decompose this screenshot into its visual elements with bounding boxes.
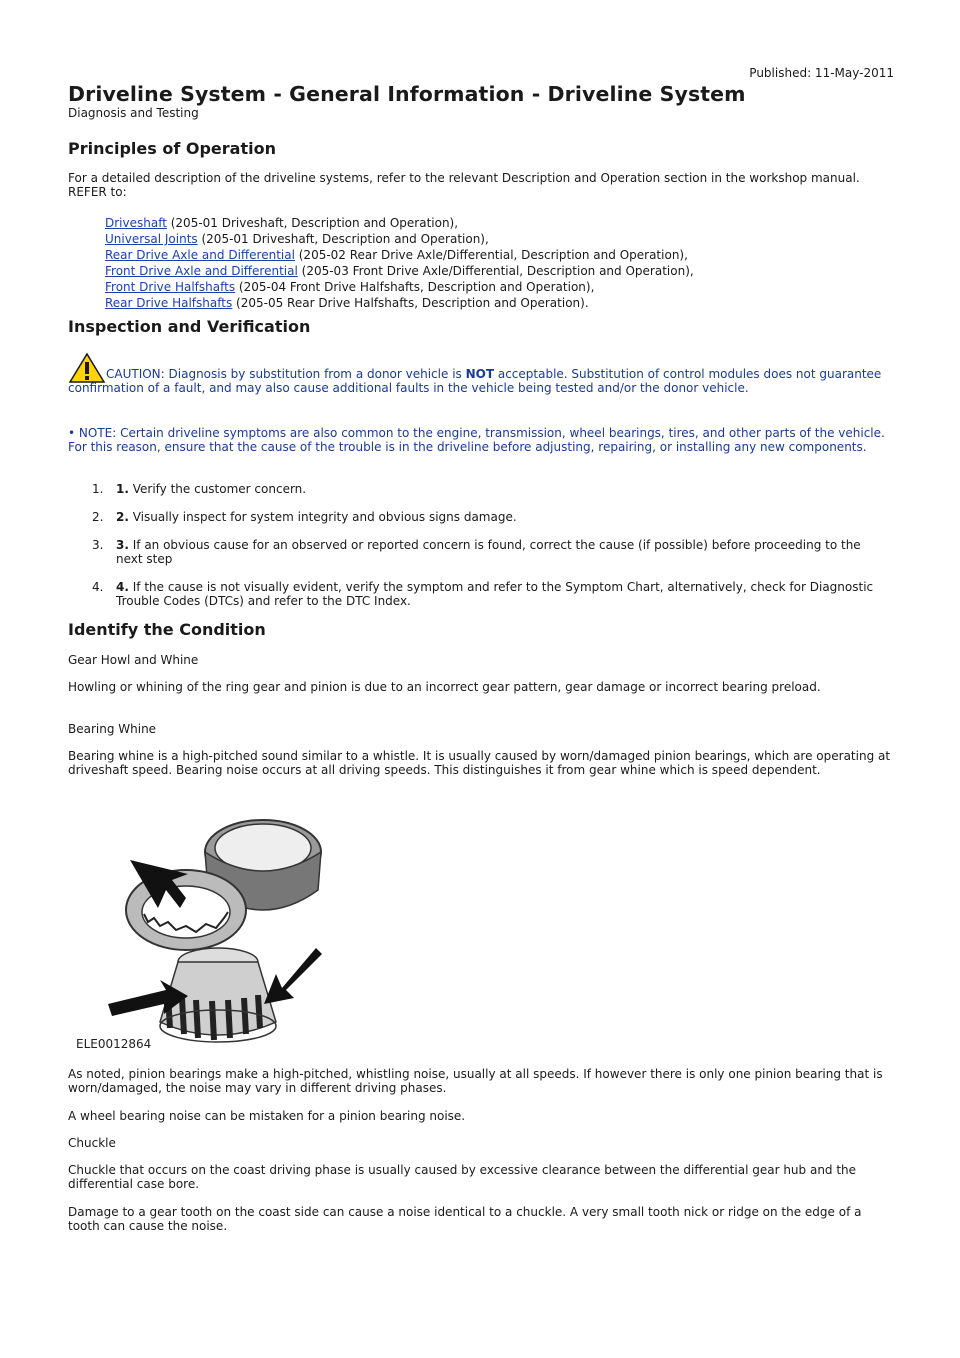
figure-label: ELE0012864 — [76, 1037, 152, 1051]
bearing-figure — [68, 790, 338, 1055]
step-bold: 4. — [116, 580, 129, 594]
step-number: 1. — [92, 482, 104, 496]
reference-desc: (205-01 Driveshaft, Description and Operation), — [197, 232, 489, 246]
chuckle-title: Chuckle — [68, 1136, 116, 1150]
step-body: Verify the customer concern. — [128, 482, 307, 496]
identify-heading: Identify the Condition — [68, 620, 266, 639]
caution-pre: CAUTION: Diagnosis by substitution from a donor vehicle is — [106, 367, 466, 381]
step-bold: 2. — [116, 510, 129, 524]
step-number: 4. — [92, 580, 104, 594]
reference-item — [105, 231, 694, 247]
page-title: Driveline System - General Information - Driveline System — [68, 82, 746, 106]
step-body: Visually inspect for system integrity and obvious signs damage. — [128, 510, 517, 524]
wheel-bearing-text: A wheel bearing noise can be mistaken for a pinion bearing noise. — [68, 1109, 466, 1123]
caution-post: acceptable. Substitution of control modules does not guarantee confirmation of a fault, and may also cause additional faults in the vehicle being tested and/or the donor vehicle. — [68, 367, 882, 395]
step-body: If an obvious cause for an observed or reported concern is found, correct the cause (if possible) before proceeding to the next step — [116, 538, 861, 566]
gear-howl-text: Howling or whining of the ring gear and pinion is due to an incorrect gear pattern, gear damage or incorrect bearing preload. — [68, 680, 821, 694]
chuckle-text: Chuckle that occurs on the coast driving phase is usually caused by excessive clearance between the differential gear hub and the differential case bore. — [68, 1163, 857, 1191]
gear-howl-title: Gear Howl and Whine — [68, 653, 199, 667]
link-front-halfshafts[interactable]: Front Drive Halfshafts — [105, 280, 236, 294]
reference-desc: (205-03 Front Drive Axle/Differential, Description and Operation), — [297, 264, 694, 278]
step-bold: 3. — [116, 538, 129, 552]
bearing-whine-text: Bearing whine is a high-pitched sound similar to a whistle. It is usually caused by worn/damaged pinion bearings, which are operating at driveshaft speed. Bearing noise occurs at all driving speeds. This distinguishes it from gear whine which is speed dependent. — [68, 749, 891, 777]
link-rear-halfshafts[interactable]: Rear Drive Halfshafts — [105, 296, 233, 310]
step-text — [116, 510, 886, 524]
bearing-whine-title: Bearing Whine — [68, 722, 157, 736]
step-body: If the cause is not visually evident, verify the symptom and refer to the Symptom Chart, alternatively, check for Diagnostic Trouble Codes (DTCs) and refer to the DTC Index. — [116, 580, 874, 608]
reference-item — [105, 295, 694, 311]
reference-desc: (205-04 Front Drive Halfshafts, Description and Operation), — [235, 280, 595, 294]
link-driveshaft[interactable]: Driveshaft — [105, 216, 167, 230]
step-bold: 1. — [116, 482, 129, 496]
step-text — [116, 482, 886, 496]
inspection-heading: Inspection and Verification — [68, 317, 311, 336]
page-subtitle: Diagnosis and Testing — [68, 106, 199, 120]
damage-text: Damage to a gear tooth on the coast side can cause a noise identical to a chuckle. A very small tooth nick or ridge on the edge of a tooth can cause the noise. — [68, 1205, 862, 1233]
reference-item — [105, 247, 694, 263]
reference-desc: (205-01 Driveshaft, Description and Operation), — [166, 216, 459, 230]
principles-intro: For a detailed description of the driveline systems, refer to the relevant Description and Operation section in the workshop manual. REFER to: — [68, 171, 860, 199]
reference-item — [105, 279, 694, 295]
link-rear-drive-axle[interactable]: Rear Drive Axle and Differential — [105, 248, 295, 262]
reference-item — [105, 215, 694, 231]
reference-item — [105, 263, 694, 279]
caution-text — [68, 367, 894, 395]
step-text — [116, 580, 886, 608]
caution-emphasis: NOT — [465, 367, 495, 381]
step-number: 3. — [92, 538, 104, 552]
reference-desc: (205-02 Rear Drive Axle/Differential, Description and Operation), — [294, 248, 688, 262]
principles-heading: Principles of Operation — [68, 139, 276, 158]
note-text: • NOTE: Certain driveline symptoms are also common to the engine, transmission, wheel bearings, tires, and other parts of the vehicle. For this reason, ensure that the cause of the trouble is in the driveline before adjusting, repairing, or installing any new components. — [68, 426, 885, 454]
published-date: Published: 11-May-2011 — [749, 66, 894, 80]
after-figure-text: As noted, pinion bearings make a high-pitched, whistling noise, usually at all speeds. If however there is only one pinion bearing that is worn/damaged, the noise may vary in different driving phases. — [68, 1067, 883, 1095]
reference-desc: (205-05 Rear Drive Halfshafts, Description and Operation). — [232, 296, 589, 310]
link-front-drive-axle[interactable]: Front Drive Axle and Differential — [105, 264, 298, 278]
step-number: 2. — [92, 510, 104, 524]
link-universal-joints[interactable]: Universal Joints — [105, 232, 198, 246]
reference-links — [105, 215, 694, 311]
step-text — [116, 538, 886, 566]
